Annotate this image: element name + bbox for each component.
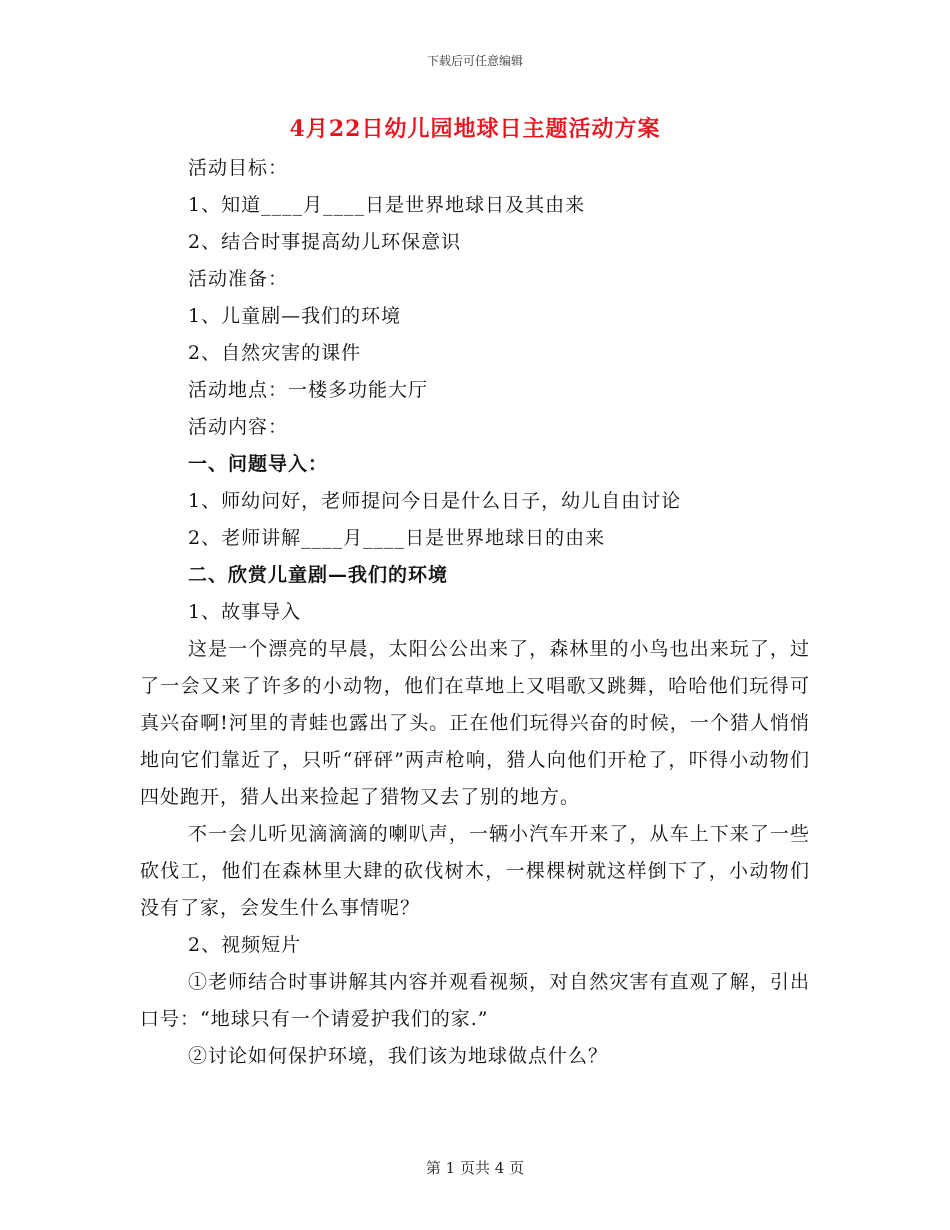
story-paragraph-2: 不一会儿听见滴滴滴的喇叭声，一辆小汽车开来了，从车上下来了一些砍伐工，他们在森林里大肆的砍伐树木，一棵棵树就这样倒下了，小动物们没有了家，会发生什么事情呢？ bbox=[140, 823, 810, 919]
page-header: 下载后可任意编辑 bbox=[426, 54, 523, 68]
goal-item-2: 2、结合时事提高幼儿环保意识 bbox=[188, 231, 462, 253]
video-item-1: ①老师结合时事讲解其内容并观看视频，对自然灾害有直观了解，引出口号：“地球只有一个请爱护我们的家.” bbox=[140, 971, 810, 1030]
goal-item-1: 1、知道____月____日是世界地球日及其由来 bbox=[188, 194, 586, 216]
intro-item-2: 2、老师讲解____月____日是世界地球日的由来 bbox=[188, 527, 606, 549]
prep-item-1: 1、儿童剧—我们的环境 bbox=[188, 305, 402, 327]
prep-item-2: 2、自然灾害的课件 bbox=[188, 342, 362, 364]
section-label-preparation: 活动准备： bbox=[188, 268, 289, 290]
section-label-goals: 活动目标： bbox=[188, 157, 289, 179]
video-item-2: ②讨论如何保护环境，我们该为地球做点什么？ bbox=[188, 1045, 609, 1067]
page-footer: 第 1 页共 4 页 bbox=[425, 1159, 525, 1177]
story-intro-label: 1、故事导入 bbox=[188, 601, 302, 623]
heading-children-play: 二、欣赏儿童剧—我们的环境 bbox=[188, 564, 449, 586]
document-title: 4月22日幼儿园地球日主题活动方案 bbox=[289, 116, 661, 142]
intro-item-1: 1、师幼问好，老师提问今日是什么日子，幼儿自由讨论 bbox=[188, 490, 682, 512]
activity-location: 活动地点：一楼多功能大厅 bbox=[188, 379, 429, 401]
document-body bbox=[140, 150, 810, 1075]
story-paragraph-1: 这是一个漂亮的早晨，太阳公公出来了，森林里的小鸟也出来玩了，过了一会又来了许多的小动物，他们在草地上又唱歌又跳舞，哈哈他们玩得可真兴奋啊!河里的青蛙也露出了头。正在他们玩得兴奋的时候，一个猎人悄悄地向它们靠近了，只听“砰砰”两声枪响，猎人向他们开枪了，吓得小动物们四处跑开，猎人出来捡起了猎物又去了别的地方。 bbox=[140, 638, 810, 808]
heading-question-intro: 一、问题导入： bbox=[188, 453, 329, 475]
video-heading: 2、视频短片 bbox=[188, 934, 302, 956]
section-label-content: 活动内容： bbox=[188, 416, 289, 438]
